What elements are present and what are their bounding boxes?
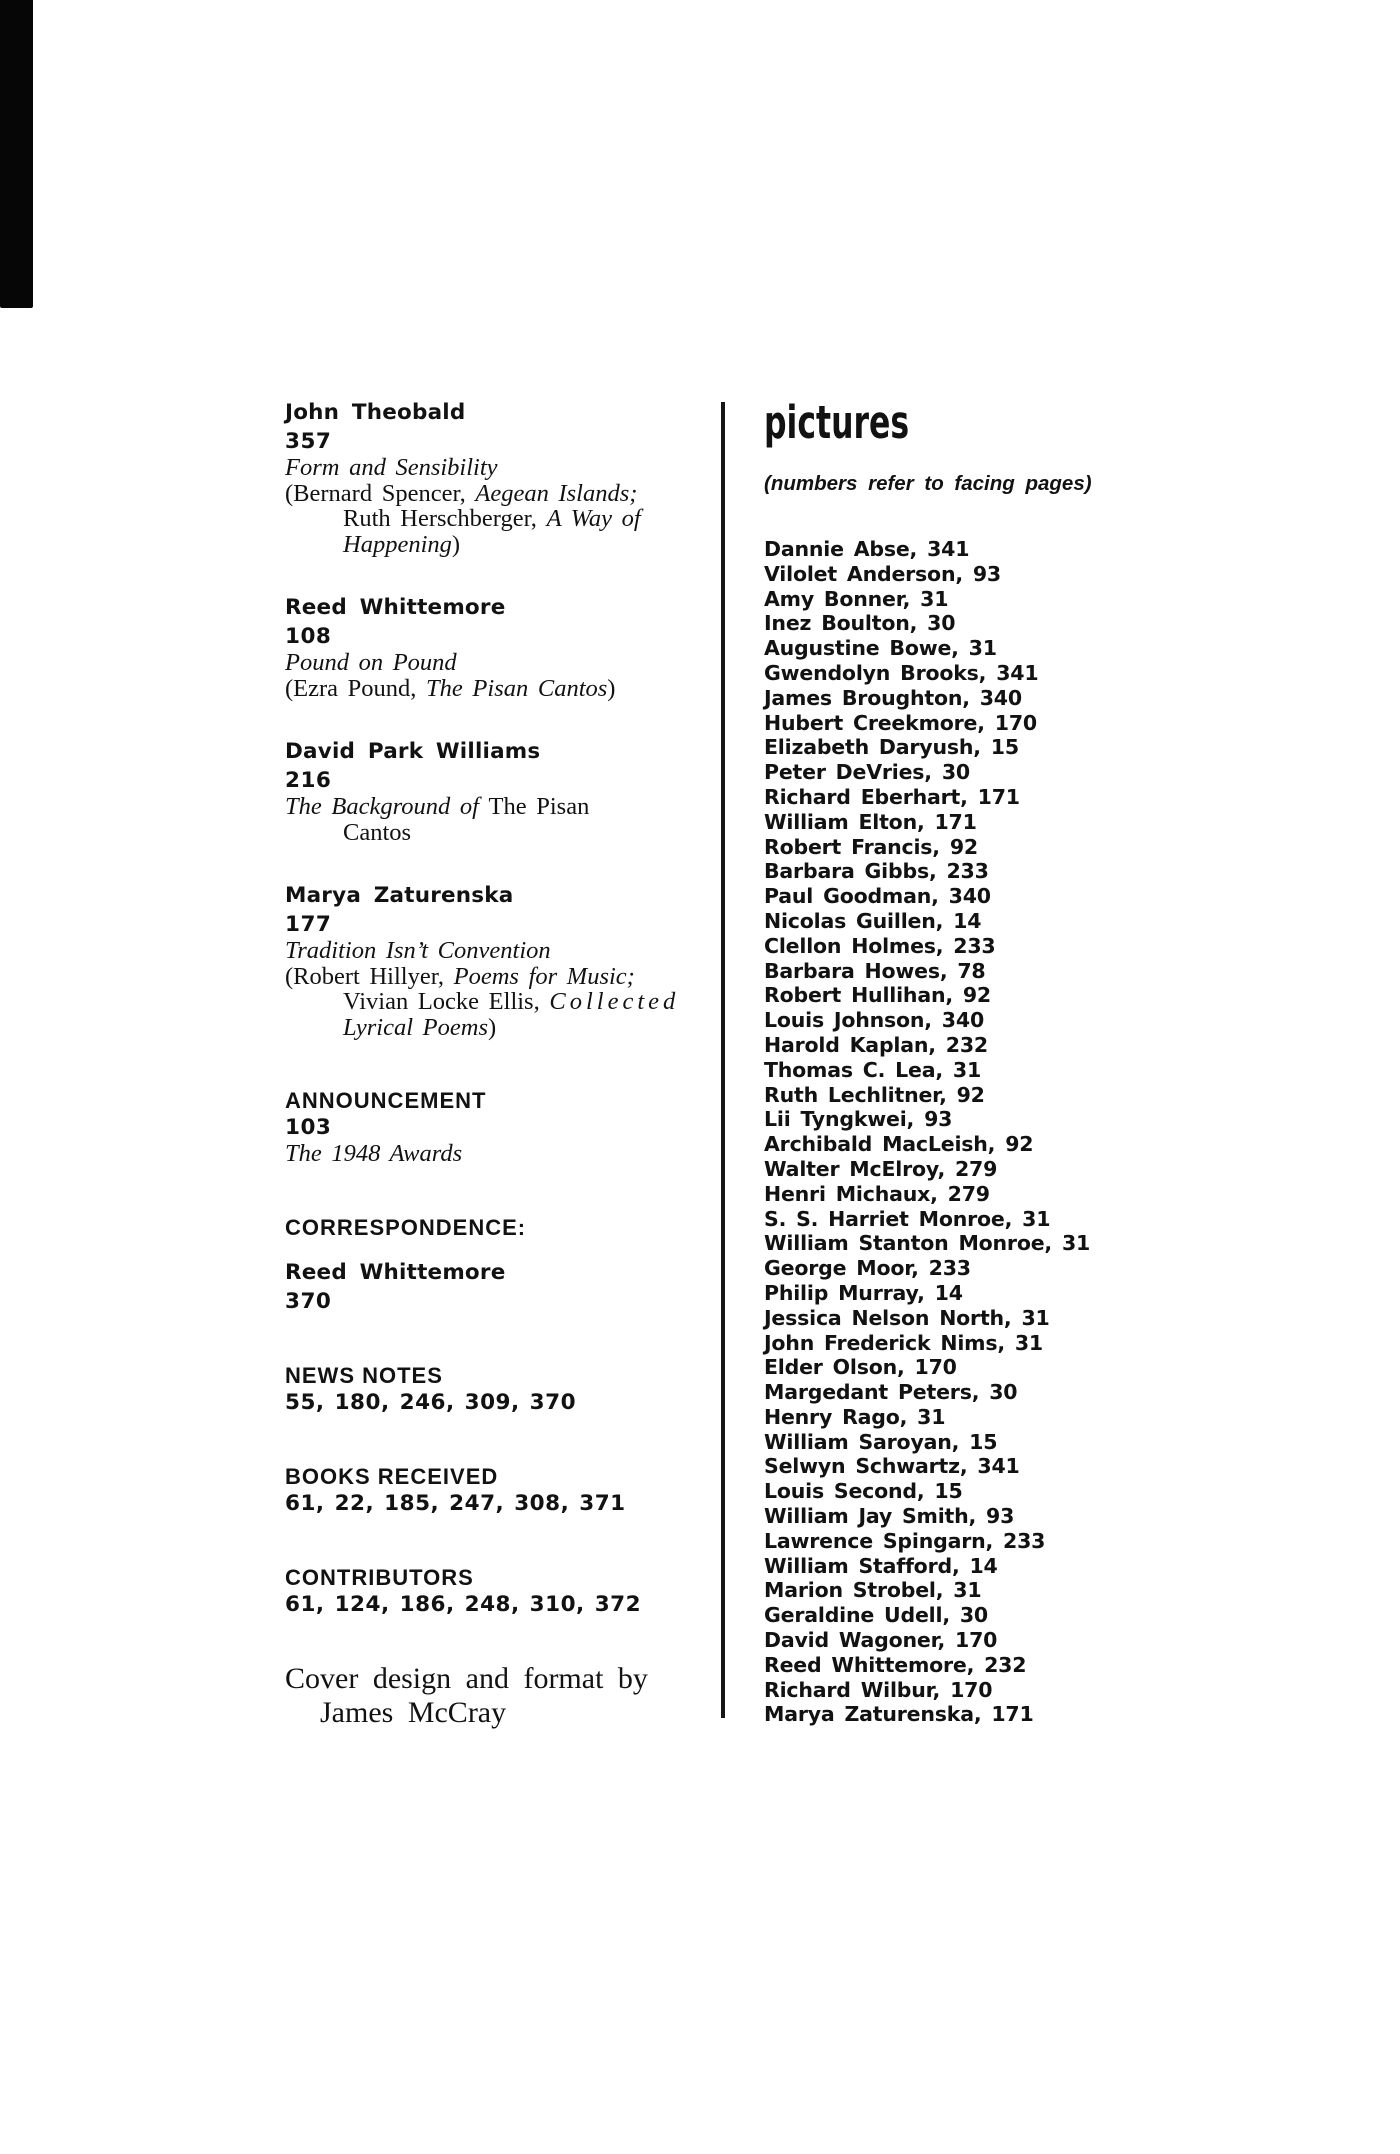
work-title-text: Aegean Islands;: [475, 479, 638, 507]
entry-description-line: [285, 989, 730, 1015]
entry-author: Marya Zaturenska: [285, 883, 514, 908]
entry-description-line: [285, 938, 730, 964]
work-title-text: Poems for Music;: [453, 962, 635, 990]
work-title-text: The Background of: [285, 793, 489, 820]
contents-column: [285, 398, 730, 1730]
section-index-block: [285, 1564, 730, 1618]
toc-entry: [285, 881, 730, 1040]
section-heading: NEWS NOTES: [285, 1362, 443, 1388]
section-heading: BOOKS RECEIVED: [285, 1463, 499, 1489]
work-title-text: Happening: [343, 530, 452, 558]
description-text: (Robert Hillyer,: [285, 962, 454, 990]
description-text: The Pisan: [488, 793, 590, 820]
pictures-list-item: Clellon Holmes, 233: [764, 933, 996, 958]
pictures-list-item: Louis Second, 15: [764, 1479, 963, 1504]
cover-credit-line: Cover design and format by: [285, 1661, 648, 1695]
pictures-list-item: Richard Wilbur, 170: [764, 1677, 993, 1702]
pictures-list-item: Paul Goodman, 340: [764, 884, 991, 909]
pictures-index-column: [764, 396, 1364, 1727]
work-title-text: Pound on Pound: [285, 649, 457, 676]
pictures-list-item: Thomas C. Lea, 31: [764, 1057, 982, 1082]
description-text: (Bernard Spencer,: [285, 479, 476, 507]
pictures-list-item: Walter McElroy, 279: [764, 1156, 998, 1181]
entry-author: Reed Whittemore: [285, 1259, 506, 1285]
pictures-list-item: Robert Hullihan, 92: [764, 983, 991, 1008]
pictures-list-item: Nicolas Guillen, 14: [764, 908, 982, 933]
description-text: Vivian Locke Ellis,: [343, 988, 550, 1015]
cover-credit: [285, 1662, 730, 1730]
entry-description-line: [285, 1141, 730, 1167]
entry-page-number: 103: [285, 1115, 332, 1140]
entry-description-line: [285, 455, 730, 481]
pictures-list-item: John Frederick Nims, 31: [764, 1330, 1043, 1355]
pictures-list-item: Harold Kaplan, 232: [764, 1032, 988, 1057]
entry-description-line: [285, 650, 730, 676]
pictures-list-item: Richard Eberhart, 171: [764, 784, 1020, 809]
toc-entry: [285, 398, 730, 557]
description-text: Ruth Herschberger,: [343, 505, 547, 532]
description-text: (Ezra Pound,: [285, 674, 427, 702]
pictures-list-item: Dannie Abse, 341: [764, 537, 970, 561]
toc-entry: [285, 1258, 730, 1315]
pictures-list-item: Lawrence Spingarn, 233: [764, 1528, 1046, 1553]
pictures-list-item: Gwendolyn Brooks, 341: [764, 660, 1039, 685]
announcement-block: [285, 1087, 730, 1167]
pictures-list-item: James Broughton, 340: [764, 685, 1022, 710]
work-title-text: Tradition Isn’t Convention: [285, 937, 551, 964]
pictures-list-item: Henry Rago, 31: [764, 1404, 946, 1429]
section-index-block: [285, 1463, 730, 1517]
pictures-list-item: David Wagoner, 170: [764, 1628, 998, 1653]
entry-page-number: 177: [285, 912, 332, 937]
pictures-list-item: Henri Michaux, 279: [764, 1181, 990, 1206]
entry-author: Reed Whittemore: [285, 595, 506, 620]
pictures-list-item: Barbara Howes, 78: [764, 958, 986, 983]
entry-page-number: 370: [285, 1288, 332, 1314]
section-page-numbers: 61, 22, 185, 247, 308, 371: [285, 1490, 626, 1516]
pictures-list-item: Barbara Gibbs, 233: [764, 859, 989, 884]
description-text: ): [451, 530, 461, 558]
pictures-list-item: Margedant Peters, 30: [764, 1380, 1018, 1405]
pictures-note: (numbers refer to facing pages): [764, 472, 1092, 495]
entry-description-line: [285, 532, 730, 558]
pictures-list-item: William Stanton Monroe, 31: [764, 1231, 1091, 1256]
entry-author: David Park Williams: [285, 739, 541, 764]
entry-description-line: [285, 1015, 730, 1041]
section-heading: ANNOUNCEMENT: [285, 1088, 487, 1113]
pictures-list-item: Selwyn Schwartz, 341: [764, 1454, 1020, 1479]
work-title-text: Form and Sensibility: [285, 454, 498, 481]
pictures-list-item: Marion Strobel, 31: [764, 1578, 982, 1603]
entry-page-number: 357: [285, 429, 332, 454]
description-text: Cantos: [343, 818, 412, 846]
pictures-list-item: Peter DeVries, 30: [764, 760, 970, 785]
scan-edge-artifact: [0, 0, 33, 308]
pictures-list-item: Robert Francis, 92: [764, 834, 978, 859]
pictures-list-item: Vilolet Anderson, 93: [764, 561, 1001, 586]
work-title-text: Collected: [549, 988, 680, 1015]
section-heading-block: [285, 1214, 730, 1241]
pictures-heading: pictures: [764, 396, 910, 449]
pictures-list-item: Inez Boulton, 30: [764, 611, 956, 636]
pictures-list-item: George Moor, 233: [764, 1256, 971, 1281]
pictures-list-item: Reed Whittemore, 232: [764, 1652, 1027, 1677]
pictures-list-item: Elizabeth Daryush, 15: [764, 735, 1019, 760]
pictures-list-item: S. S. Harriet Monroe, 31: [764, 1206, 1051, 1231]
entry-page-number: 108: [285, 624, 332, 649]
pictures-list-item: Lii Tyngkwei, 93: [764, 1107, 953, 1132]
pictures-list-item: Augustine Bowe, 31: [764, 636, 997, 661]
pictures-list-item: Geraldine Udell, 30: [764, 1603, 988, 1628]
pictures-list-item: William Stafford, 14: [764, 1553, 998, 1578]
pictures-list-item: William Elton, 171: [764, 809, 977, 834]
pictures-list-item: Hubert Creekmore, 170: [764, 710, 1037, 735]
entry-author: John Theobald: [285, 400, 466, 425]
pictures-list-item: Louis Johnson, 340: [764, 1008, 985, 1033]
pictures-list-item: Amy Bonner, 31: [764, 586, 949, 611]
entry-description-line: [285, 481, 730, 507]
section-index-block: [285, 1362, 730, 1416]
section-page-numbers: 61, 124, 186, 248, 310, 372: [285, 1591, 642, 1617]
entry-description-line: [285, 676, 730, 702]
description-text: ): [488, 1013, 497, 1041]
pictures-list-item: Marya Zaturenska, 171: [764, 1702, 1034, 1727]
entry-description-line: [285, 794, 730, 820]
entry-page-number: 216: [285, 768, 332, 793]
entry-description-line: [285, 964, 730, 990]
entry-description-line: [285, 506, 730, 532]
work-title-text: The Pisan Cantos: [426, 674, 608, 702]
work-title-text: A Way of: [546, 505, 641, 532]
pictures-list: [764, 537, 1364, 1727]
pictures-list-item: Philip Murray, 14: [764, 1280, 963, 1305]
pictures-list-item: William Saroyan, 15: [764, 1429, 998, 1454]
entry-description-line: [285, 820, 730, 846]
description-text: ): [607, 674, 616, 702]
toc-entry: [285, 593, 730, 701]
cover-credit-line: James McCray: [320, 1695, 507, 1729]
section-heading: CONTRIBUTORS: [285, 1564, 474, 1590]
work-title-text: The 1948 Awards: [285, 1140, 463, 1167]
toc-entry: [285, 737, 730, 845]
pictures-list-item: Ruth Lechlitner, 92: [764, 1082, 985, 1107]
pictures-list-item: Archibald MacLeish, 92: [764, 1132, 1034, 1157]
work-title-text: Lyrical Poems: [343, 1013, 488, 1041]
pictures-list-item: Jessica Nelson North, 31: [764, 1305, 1050, 1330]
section-heading: CORRESPONDENCE:: [285, 1214, 527, 1240]
pictures-list-item: Elder Olson, 170: [764, 1355, 957, 1380]
pictures-list-item: William Jay Smith, 93: [764, 1504, 1015, 1529]
section-page-numbers: 55, 180, 246, 309, 370: [285, 1389, 577, 1415]
